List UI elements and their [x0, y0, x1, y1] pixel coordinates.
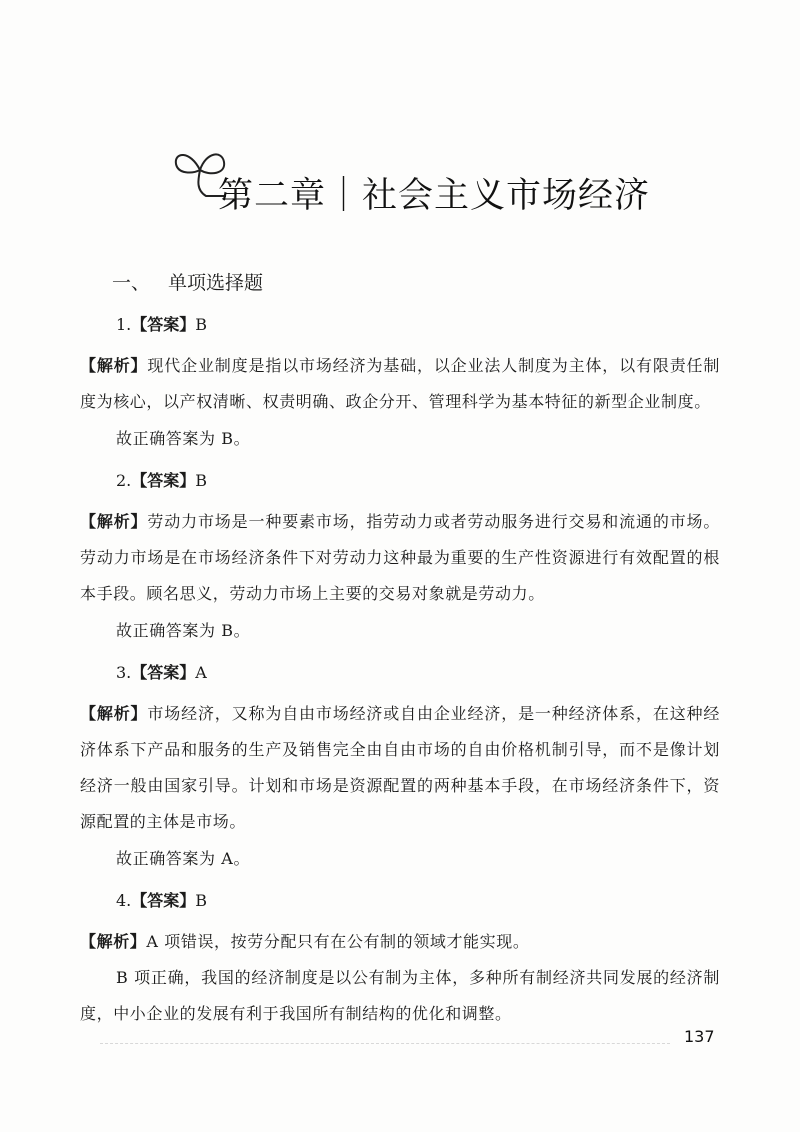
answer-label: 【答案】 — [131, 663, 196, 682]
page-number: 137 — [684, 1027, 715, 1046]
question-2-answer — [116, 468, 720, 494]
analysis-text: A 项错误，按劳分配只有在公有制的领域才能实现。 — [146, 932, 530, 951]
analysis-text: 劳动力市场是一种要素市场，指劳动力或者劳动服务进行交易和流通的市场。劳动力市场是在市场经济条件下对劳动力这种最为重要的生产性资源进行有效配置的根本手段。顾名思义，劳动力市场上主要的交易对象就是劳动力。 — [80, 512, 721, 603]
question-3-answer — [116, 660, 720, 686]
question-2-analysis — [80, 504, 720, 612]
question-1-conclusion: 故正确答案为 B。 — [116, 429, 251, 448]
answer-label: 【答案】 — [131, 315, 196, 334]
analysis-text: 现代企业制度是指以市场经济为基础，以企业法人制度为主体，以有限责任制度为核心，以产权清晰、权责明确、政企分开、管理科学为基本特征的新型企业制度。 — [80, 356, 721, 411]
question-number: 1. — [116, 315, 132, 334]
question-2-conclusion: 故正确答案为 B。 — [116, 621, 251, 640]
question-3-analysis — [80, 696, 720, 840]
answer-label: 【答案】 — [131, 471, 196, 490]
question-number: 4. — [116, 891, 132, 910]
question-number: 3. — [116, 663, 132, 682]
answer-value: B — [195, 471, 208, 490]
question-4-analysis-continued: B 项正确，我国的经济制度是以公有制为主体，多种所有制经济共同发展的经济制度，中小企业的发展有利于我国所有制结构的优化和调整。 — [80, 968, 720, 1023]
chapter-header — [170, 140, 651, 220]
answer-value: B — [195, 891, 208, 910]
section-number: 一、 — [112, 272, 151, 294]
answer-content — [80, 300, 720, 1032]
analysis-label: 【解析】 — [80, 512, 148, 531]
question-4-answer — [116, 888, 720, 914]
question-number: 2. — [116, 471, 132, 490]
analysis-label: 【解析】 — [80, 932, 147, 951]
question-1-analysis — [80, 348, 720, 420]
footer-rule — [100, 1043, 670, 1044]
question-1-answer — [116, 312, 720, 338]
question-3-conclusion: 故正确答案为 A。 — [116, 849, 251, 868]
analysis-label: 【解析】 — [80, 356, 148, 375]
answer-label: 【答案】 — [131, 891, 196, 910]
answer-value: B — [195, 315, 208, 334]
section-title: 单项选择题 — [168, 272, 264, 294]
chapter-title: 第二章｜社会主义市场经济 — [218, 176, 651, 216]
section-heading — [112, 268, 263, 295]
analysis-label: 【解析】 — [80, 704, 148, 723]
question-4-analysis — [80, 924, 720, 960]
analysis-text: 市场经济，又称为自由市场经济或自由企业经济，是一种经济体系，在这种经济体系下产品和服务的生产及销售完全由自由市场的自由价格机制引导，而不是像计划经济一般由国家引导。计划和市场是资源配置的两种基本手段，在市场经济条件下，资源配置的主体是市场。 — [80, 704, 721, 831]
answer-value: A — [195, 663, 207, 682]
